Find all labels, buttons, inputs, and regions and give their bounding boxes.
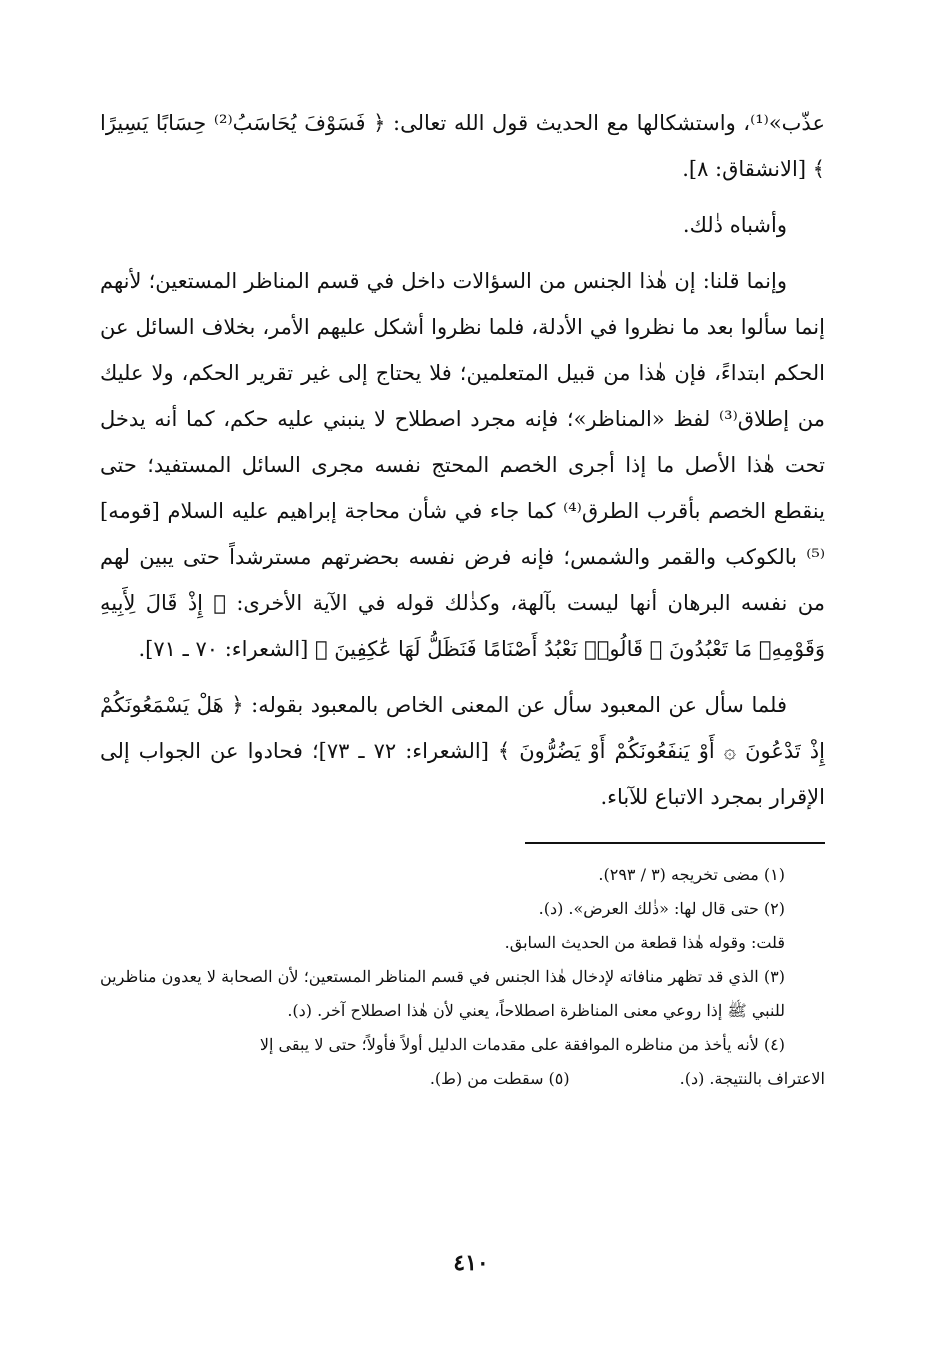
footnote-separator [525,842,825,844]
footnote-3: (٣) الذي قد تظهر منافاته لإدخال هٰذا الجنس في قسم المناظر المستعين؛ لأن الصحابة لا يعدون مناظرين للنبي ﷺ إذا روعي معنى المناظرة اصطلاحاً، يعني لأن هٰذا اصطلاح آخر. (د). [100,967,785,1020]
footnote-last-line [100,1062,825,1096]
footnote-4: (٤) لأنه يأخذ من مناظره الموافقة على مقدمات الدليل أولاً فأولاً؛ حتى لا يبقى إلا [259,1035,785,1054]
main-text [100,100,825,820]
footnote-separator-wrap [100,820,825,858]
footnote-4-continued: الاعتراف بالنتيجة. (د). [679,1069,825,1088]
paragraph-3: وإنما قلنا: إن هٰذا الجنس من السؤالات داخل في قسم المناظر المستعين؛ لأنهم إنما سألوا بعد ما نظروا في الأدلة، فلما نظروا أشكل عليهم الأمر، بخلاف السائل عن الحكم ابتداءً، فإن هٰذا من قبيل المتعلمين؛ فلا يحتاج إلى غير تقرير الحكم، ولا عليك من إطلاق⁽³⁾ لفظ «المناظر»؛ فإنه مجرد اصطلاح لا ينبني عليه حكم، كما أنه يدخل تحت هٰذا الأصل ما إذا أجرى الخصم المحتج نفسه مجرى السائل المستفيد؛ حتى ينقطع الخصم بأقرب الطرق⁽⁴⁾ كما جاء في شأن محاجة إبراهيم عليه السلام [قومه]⁽⁵⁾ بالكوكب والقمر والشمس؛ فإنه فرض نفسه بحضرتهم مسترشداً حتى يبين لهم من نفسه البرهان أنها ليست بآلهة، وكذٰلك قوله في الآية الأخرى: ﴿ إِذْ قَالَ لِأَبِيهِ وَقَوْمِهِۦ مَا تَعْبُدُونَ ۞ قَالُوا۟ نَعْبُدُ أَصْنَامًا فَنَظَلُّ لَهَا عَٰكِفِينَ ﴾ [الشعراء: ٧٠ ـ ٧١]. [100,269,825,661]
footnote-1: (١) مضى تخريجه (٣ / ٢٩٣). [598,865,785,884]
footnote-5: (٥) سقطت من (ط). [429,1069,570,1088]
footnote-2: (٢) حتى قال لها: «ذٰلك العرض». (د). [538,899,785,918]
page-number: ٤١٠ [453,1250,489,1276]
paragraph-4: فلما سأل عن المعبود سأل عن المعنى الخاص بالمعبود بقوله: ﴿ هَلْ يَسْمَعُونَكُمْ إِذْ تَدْعُونَ ۞ أَوْ يَنفَعُونَكُمْ أَوْ يَضُرُّونَ ﴾ [الشعراء: ٧٢ ـ ٧٣]؛ فحادوا عن الجواب إلى الإقرار بمجرد الاتباع للآباء. [100,693,825,809]
paragraph-1: عذّب»⁽¹⁾، واستشكالها مع الحديث قول الله تعالى: ﴿ فَسَوْفَ يُحَاسَبُ⁽²⁾ حِسَابًا يَسِيرًا ﴾ [الانشقاق: ٨]. [100,111,825,181]
page-content [100,100,825,1096]
footnotes [100,858,825,1096]
paragraph-2: وأشباه ذٰلك. [682,213,787,237]
footnote-2-note: قلت: وقوله هٰذا قطعة من الحديث السابق. [504,933,785,952]
